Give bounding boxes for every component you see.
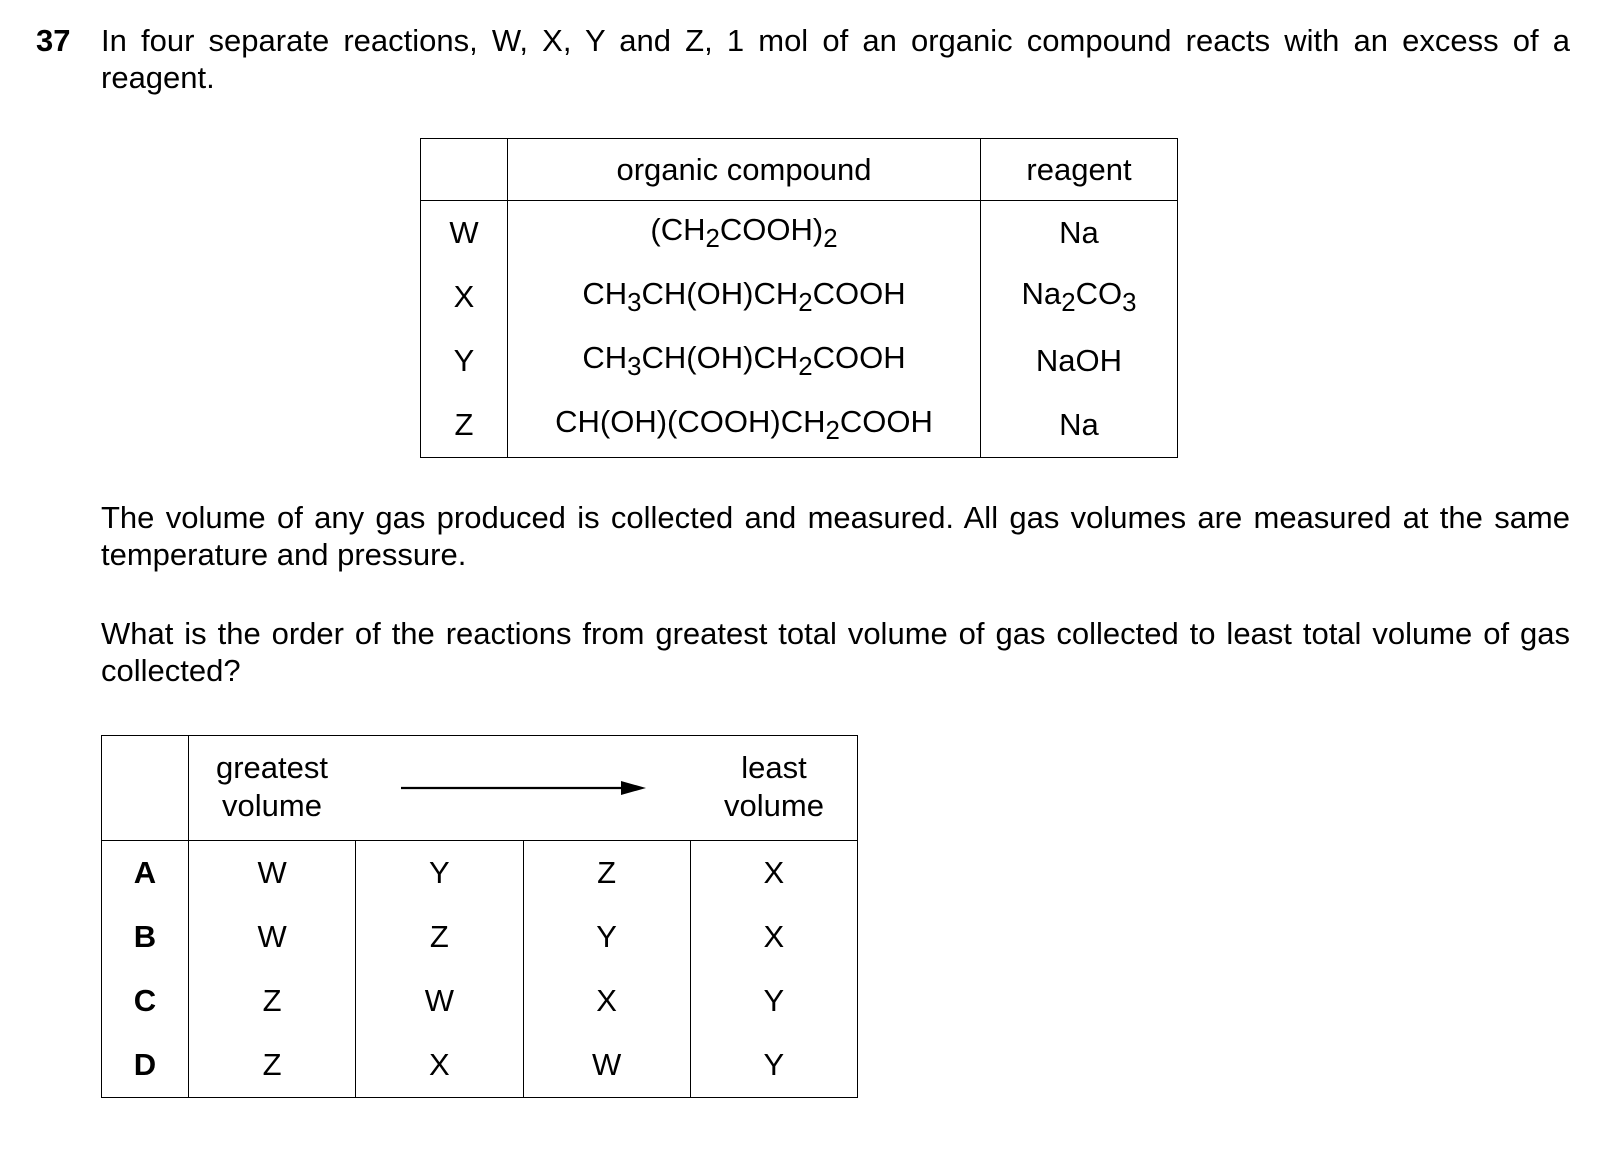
- option-row-b[interactable]: [102, 905, 858, 969]
- option-order-item: Z: [189, 1033, 356, 1098]
- least-volume-label-line1: least: [741, 750, 807, 785]
- reaction-label: X: [421, 265, 508, 329]
- reaction-reagent: Na: [981, 201, 1178, 266]
- reactions-table-header: [421, 139, 1178, 201]
- question-paragraph-gas-volume: The volume of any gas produced is collected and measured. All gas volumes are measured at the same temperature and pressure.: [101, 500, 1570, 572]
- question-number: 37: [36, 23, 71, 58]
- option-order-item: Z: [523, 841, 690, 906]
- options-header-empty-cell: [102, 736, 189, 841]
- reaction-compound: $(CH_2COOH)_2$: [508, 201, 981, 266]
- reaction-compound: $CH_3CH(OH)CH_2COOH$: [508, 329, 981, 393]
- header-empty-cell: [421, 139, 508, 201]
- options-header-row: [102, 736, 858, 841]
- option-letter: B: [102, 905, 189, 969]
- option-letter: D: [102, 1033, 189, 1098]
- option-order-item: Z: [189, 969, 356, 1033]
- option-order-item: X: [356, 1033, 523, 1098]
- option-letter: A: [102, 841, 189, 906]
- option-row-c[interactable]: [102, 969, 858, 1033]
- option-row-d[interactable]: [102, 1033, 858, 1098]
- direction-arrow-icon: [401, 778, 646, 798]
- reaction-label: W: [421, 201, 508, 266]
- option-order-item: Y: [690, 969, 857, 1033]
- reactions-table: [420, 138, 1178, 458]
- least-volume-label: [691, 749, 857, 825]
- option-row-a[interactable]: [102, 841, 858, 906]
- header-organic-compound: organic compound: [508, 139, 981, 201]
- reaction-compound: $CH_3CH(OH)CH_2COOH$: [508, 265, 981, 329]
- options-header-scale: [189, 736, 858, 841]
- option-order-item: W: [523, 1033, 690, 1098]
- least-volume-label-line2: volume: [724, 788, 824, 823]
- reaction-row-x: [421, 265, 1178, 329]
- reaction-row-y: [421, 329, 1178, 393]
- reaction-compound: $CH(OH)(COOH)CH_2COOH$: [508, 393, 981, 458]
- greatest-volume-label-line2: volume: [222, 788, 322, 823]
- greatest-volume-label-line1: greatest: [215, 750, 328, 785]
- option-letter: C: [102, 969, 189, 1033]
- option-order-item: W: [189, 841, 356, 906]
- option-order-item: X: [690, 905, 857, 969]
- option-order-item: X: [690, 841, 857, 906]
- reaction-label: Y: [421, 329, 508, 393]
- option-order-item: W: [189, 905, 356, 969]
- reaction-label: Z: [421, 393, 508, 458]
- option-order-item: W: [356, 969, 523, 1033]
- reaction-reagent: $Na_2CO_3$: [981, 265, 1178, 329]
- reaction-row-z: [421, 393, 1178, 458]
- option-order-item: X: [523, 969, 690, 1033]
- reaction-row-w: [421, 201, 1178, 266]
- reaction-reagent: NaOH: [981, 329, 1178, 393]
- reaction-reagent: Na: [981, 393, 1178, 458]
- option-order-item: Z: [356, 905, 523, 969]
- option-order-item: Y: [356, 841, 523, 906]
- option-order-item: Y: [690, 1033, 857, 1098]
- answer-options-table: [101, 735, 858, 1098]
- greatest-volume-label: [189, 749, 355, 825]
- question-stem: In four separate reactions, W, X, Y and Z, 1 mol of an organic compound reacts with an excess of a reagent.: [101, 23, 1570, 95]
- question-prompt: What is the order of the reactions from greatest total volume of gas collected to least total volume of gas collected?: [101, 616, 1570, 688]
- option-order-item: Y: [523, 905, 690, 969]
- header-reagent: reagent: [981, 139, 1178, 201]
